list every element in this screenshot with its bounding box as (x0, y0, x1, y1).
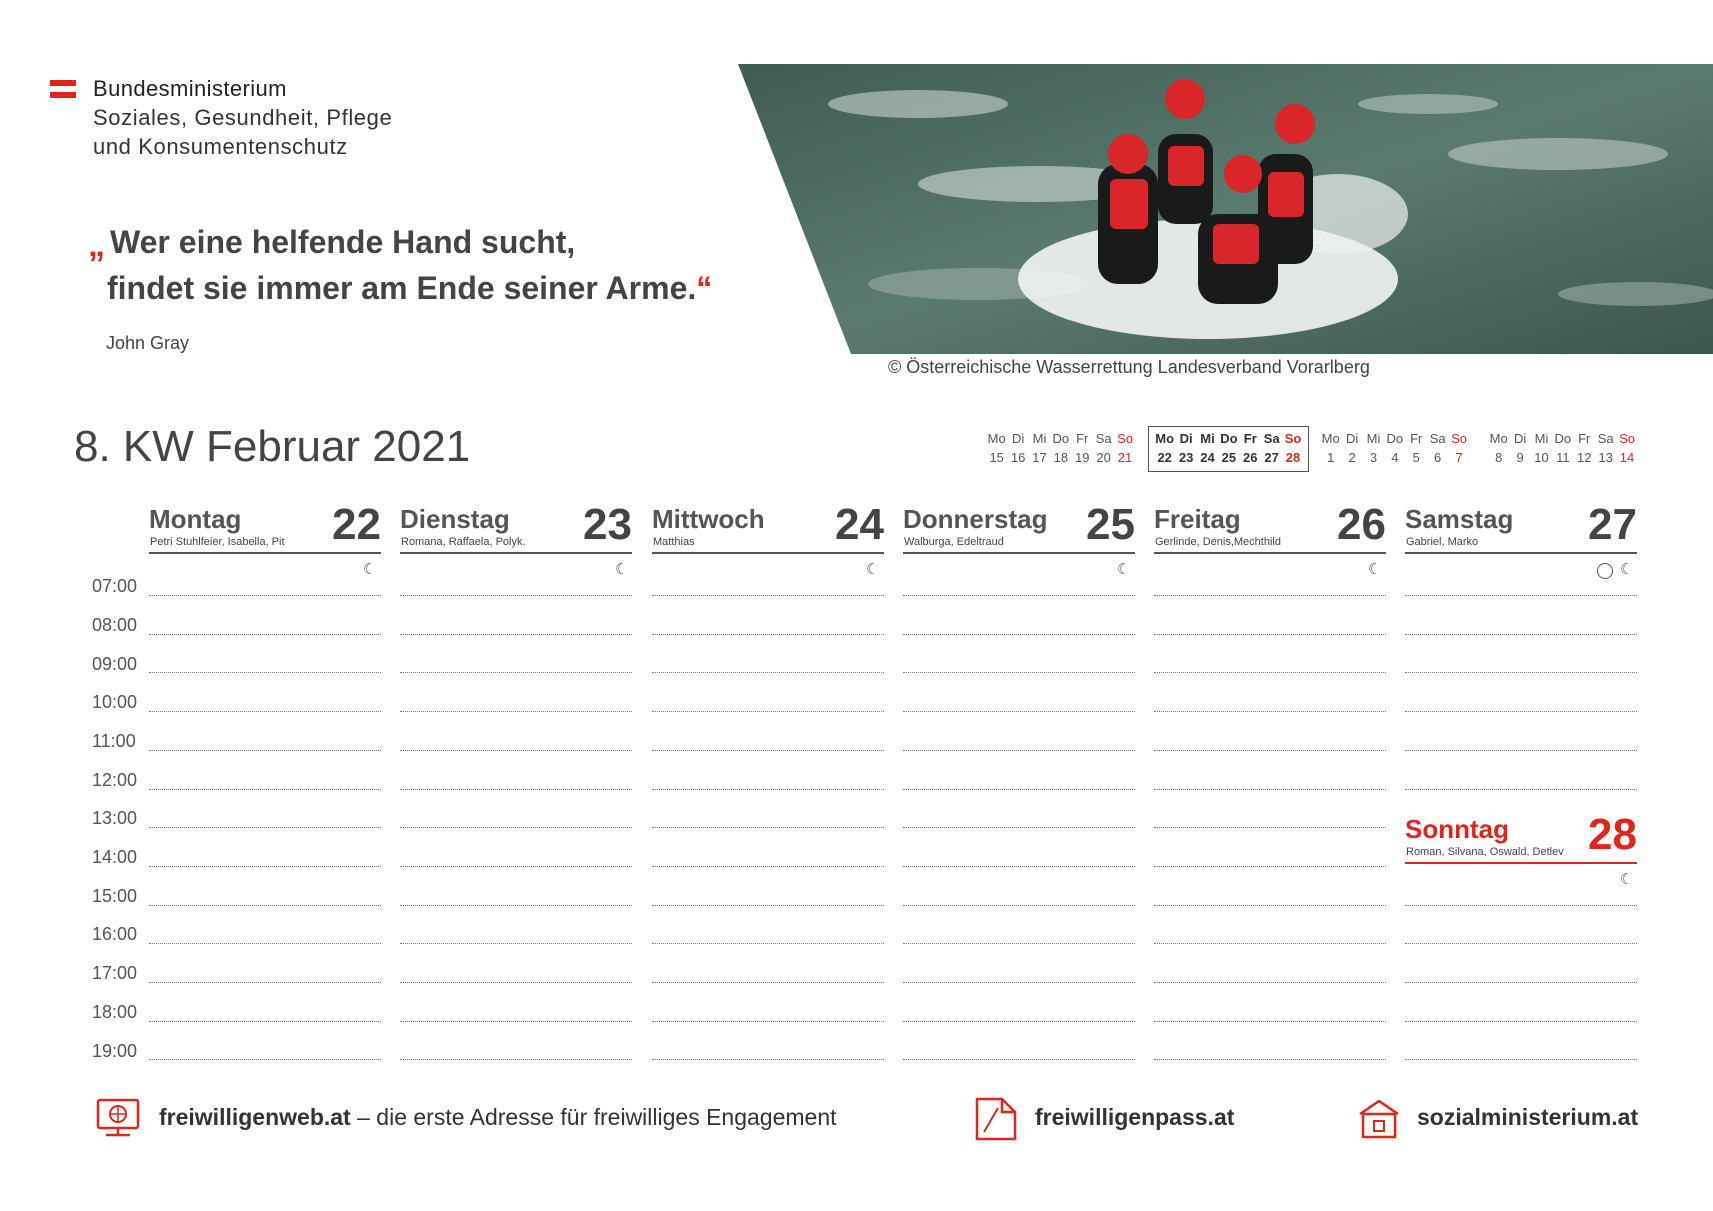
writing-line (1405, 1021, 1637, 1022)
writing-line (903, 1021, 1135, 1022)
day-number: 23 (583, 500, 632, 549)
writing-line (652, 1059, 884, 1060)
ministry-subtitle-2: und Konsumentenschutz (93, 134, 348, 159)
writing-line (400, 1059, 632, 1060)
writing-line (903, 827, 1135, 828)
monitor-globe-icon (96, 1098, 140, 1140)
writing-line (903, 1059, 1135, 1060)
day-number: 24 (835, 500, 884, 549)
writing-line (149, 1021, 381, 1022)
writing-line (903, 595, 1135, 596)
writing-line (903, 672, 1135, 673)
week-title: 8. KW Februar 2021 (74, 422, 471, 471)
day-name-days: Roman, Silvana, Oswald, Detlev (1406, 846, 1564, 858)
quote-open-mark: „ (88, 226, 105, 264)
day-name-days: Gabriel, Marko (1406, 536, 1479, 548)
time-label: 16:00 (92, 924, 138, 944)
water-rescue-photo (738, 64, 1713, 354)
time-label: 18:00 (92, 1002, 138, 1022)
writing-line (903, 789, 1135, 790)
mini-calendar-current-week: Mo Di Mi Do Fr Sa So 22 23 24 25 26 27 28 (1155, 431, 1302, 465)
moon-phase-icon: ☾ (363, 561, 377, 578)
day-number: 27 (1588, 500, 1637, 549)
writing-line (652, 827, 884, 828)
day-header-thursday (903, 500, 1135, 554)
writing-line (149, 789, 381, 790)
day-name: Montag (149, 504, 242, 534)
day-name: Freitag (1154, 504, 1241, 534)
writing-line (652, 943, 884, 944)
writing-line (903, 866, 1135, 867)
writing-line (652, 1021, 884, 1022)
austria-flag-icon (50, 80, 76, 98)
quote-line-1: Wer eine helfende Hand sucht, (110, 224, 576, 260)
writing-line (1154, 866, 1386, 867)
time-label: 07:00 (92, 576, 138, 596)
day-number: 28 (1588, 810, 1637, 859)
writing-line (149, 905, 381, 906)
writing-line (400, 789, 632, 790)
writing-line (903, 750, 1135, 751)
writing-line (149, 943, 381, 944)
writing-line (903, 943, 1135, 944)
writing-line (1405, 905, 1637, 906)
day-header-wednesday (652, 500, 884, 554)
writing-line (1405, 634, 1637, 635)
footer-freiwilligenweb[interactable]: freiwilligenweb.at – die erste Adresse für freiwilliges Engagement (159, 1104, 837, 1130)
day-name: Donnerstag (903, 504, 1048, 534)
building-icon (1357, 1098, 1401, 1140)
writing-line (149, 866, 381, 867)
writing-line (1405, 1059, 1637, 1060)
writing-line (652, 982, 884, 983)
moon-phase-icon: ☾ (1620, 871, 1634, 888)
writing-line (652, 634, 884, 635)
writing-line (400, 905, 632, 906)
time-label: 09:00 (92, 654, 138, 674)
day-header-tuesday (400, 500, 632, 554)
moon-phase-icon: ☾ (1368, 561, 1382, 578)
writing-line (1154, 634, 1386, 635)
day-name: Mittwoch (652, 504, 765, 534)
writing-line (1154, 595, 1386, 596)
writing-line (652, 711, 884, 712)
writing-line (1154, 789, 1386, 790)
writing-line (400, 595, 632, 596)
writing-line (652, 789, 884, 790)
writing-line (1154, 943, 1386, 944)
full-moon-icon (1597, 563, 1613, 579)
writing-line (1405, 595, 1637, 596)
day-name-days: Petri Stuhlfeier, Isabella, Pit (150, 536, 285, 548)
writing-line (400, 634, 632, 635)
writing-line (652, 672, 884, 673)
writing-line (400, 1021, 632, 1022)
moon-phase-icon: ☾ (615, 561, 629, 578)
writing-line (400, 827, 632, 828)
writing-line (903, 711, 1135, 712)
writing-line (1154, 905, 1386, 906)
moon-phase-icon: ☾ (1620, 561, 1634, 578)
moon-phase-icon: ☾ (1117, 561, 1131, 578)
time-label: 17:00 (92, 963, 138, 983)
writing-line (1405, 789, 1637, 790)
writing-line (1154, 711, 1386, 712)
writing-line (1154, 750, 1386, 751)
writing-line (149, 672, 381, 673)
writing-line (400, 672, 632, 673)
writing-line (400, 711, 632, 712)
time-label: 11:00 (92, 731, 136, 751)
time-label: 13:00 (92, 808, 138, 828)
day-header-friday (1154, 500, 1386, 554)
time-label: 15:00 (92, 886, 138, 906)
time-label: 19:00 (92, 1041, 138, 1061)
writing-line (1154, 1021, 1386, 1022)
day-name-days: Matthias (653, 536, 695, 548)
writing-line (1405, 943, 1637, 944)
time-label: 12:00 (92, 770, 138, 790)
ministry-name: Bundesministerium (93, 76, 287, 101)
day-number: 22 (332, 500, 381, 549)
writing-line (1405, 672, 1637, 673)
writing-line (1154, 982, 1386, 983)
day-header-monday (149, 500, 381, 554)
writing-line (652, 750, 884, 751)
footer-freiwilligenpass[interactable]: freiwilligenpass.at (1035, 1104, 1235, 1130)
writing-line (1154, 1059, 1386, 1060)
writing-line (1405, 982, 1637, 983)
mini-calendar-week-after: Mo Di Mi Do Fr Sa So 8 9 10 11 12 13 14 (1489, 431, 1635, 465)
time-label: 14:00 (92, 847, 138, 867)
writing-line (400, 750, 632, 751)
writing-line (652, 595, 884, 596)
writing-line (149, 1059, 381, 1060)
mini-calendar-next-week: Mo Di Mi Do Fr Sa So 1 2 3 4 5 6 7 (1321, 431, 1467, 465)
day-header-sunday (1405, 810, 1637, 864)
writing-line (400, 866, 632, 867)
writing-line (1154, 672, 1386, 673)
moon-phase-icon: ☾ (866, 561, 880, 578)
writing-line (149, 982, 381, 983)
time-label: 10:00 (92, 692, 138, 712)
writing-line (652, 905, 884, 906)
writing-line (903, 905, 1135, 906)
day-name-days: Gerlinde, Denis,Mechthild (1155, 536, 1281, 548)
writing-line (400, 982, 632, 983)
quote-line-2: findet sie immer am Ende seiner Arme.“ (107, 270, 713, 306)
writing-line (903, 634, 1135, 635)
day-header-saturday (1405, 500, 1637, 554)
day-name: Samstag (1405, 504, 1514, 534)
writing-line (903, 982, 1135, 983)
day-number: 26 (1337, 500, 1386, 549)
photo-credit: © Österreichische Wasserrettung Landesverband Vorarlberg (888, 357, 1370, 377)
time-label: 08:00 (92, 615, 138, 635)
writing-line (149, 595, 381, 596)
ministry-subtitle-1: Soziales, Gesundheit, Pflege (93, 105, 393, 130)
document-icon (974, 1096, 1018, 1142)
footer-sozialministerium[interactable]: sozialministerium.at (1417, 1104, 1639, 1130)
day-name: Sonntag (1405, 814, 1509, 844)
quote-close-mark: “ (696, 270, 713, 306)
writing-line (149, 750, 381, 751)
day-name-days: Romana, Raffaela, Polyk. (401, 536, 526, 548)
writing-line (149, 634, 381, 635)
writing-line (1405, 750, 1637, 751)
quote-author: John Gray (106, 333, 190, 353)
day-number: 25 (1086, 500, 1135, 549)
mini-calendar-prev-week: Mo Di Mi Do Fr Sa So 15 16 17 18 19 20 21 (987, 431, 1133, 465)
day-name: Dienstag (400, 504, 510, 534)
writing-line (1405, 711, 1637, 712)
writing-line (149, 711, 381, 712)
writing-line (652, 866, 884, 867)
writing-line (149, 827, 381, 828)
day-name-days: Walburga, Edeltraud (904, 536, 1004, 548)
writing-line (1154, 827, 1386, 828)
writing-line (400, 943, 632, 944)
